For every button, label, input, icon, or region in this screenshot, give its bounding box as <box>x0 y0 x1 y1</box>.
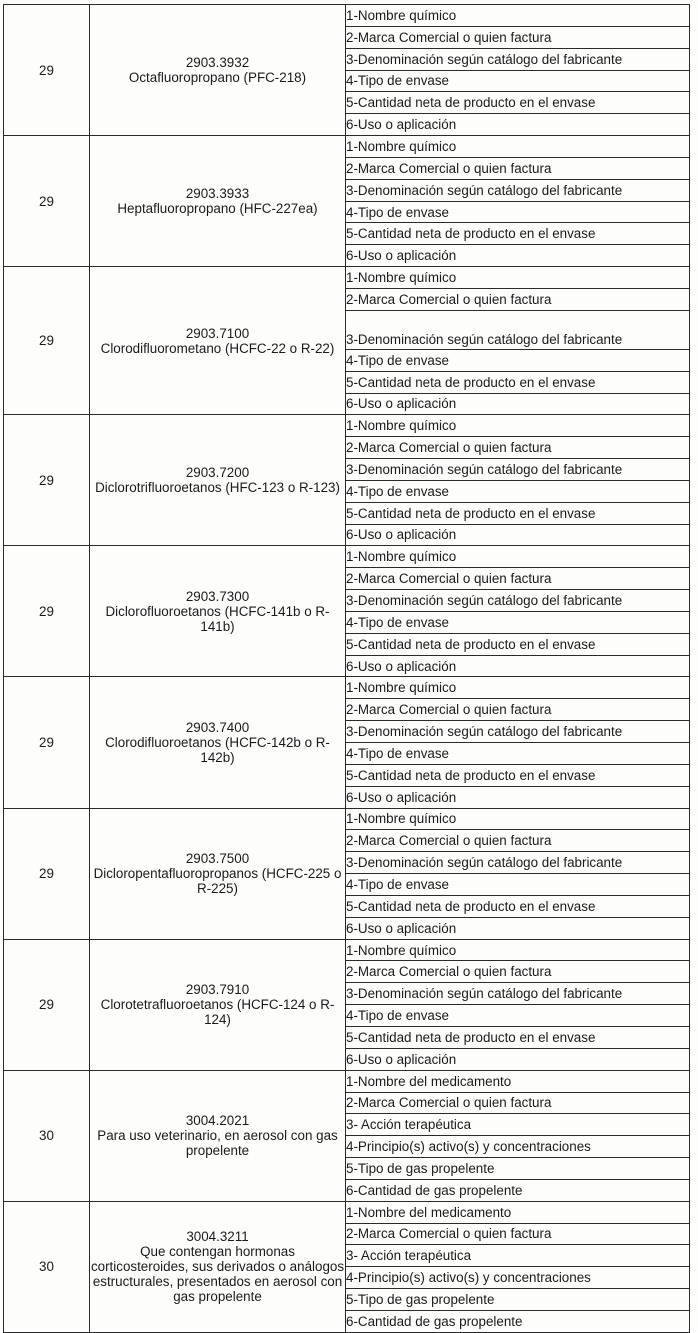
chapter-cell: 29 <box>4 136 90 267</box>
requirement-item: 1-Nombre químico <box>346 5 690 27</box>
requirement-item: 1-Nombre químico <box>346 136 690 158</box>
product-description-cell <box>90 939 346 1070</box>
requirement-item: 2-Marca Comercial o quien factura <box>346 1223 690 1245</box>
requirement-item: 5-Cantidad neta de producto en el envase <box>346 895 690 917</box>
requirement-item: 2-Marca Comercial o quien factura <box>346 699 690 721</box>
requirement-item: 6-Uso o aplicación <box>346 393 690 415</box>
product-description-cell <box>90 415 346 546</box>
tariff-code: 2903.7910 <box>185 982 250 998</box>
requirement-item: 2-Marca Comercial o quien factura <box>346 26 690 48</box>
requirement-item: 3-Denominación según catálogo del fabricante <box>346 721 690 743</box>
requirement-item: 5-Cantidad neta de producto en el envase <box>346 502 690 524</box>
requirement-item: 1-Nombre químico <box>346 939 690 961</box>
table-row <box>4 136 690 158</box>
requirement-item: 3-Denominación según catálogo del fabricante <box>346 852 690 874</box>
requirement-item: 4-Tipo de envase <box>346 743 690 765</box>
product-description-cell <box>90 136 346 267</box>
requirement-item: 4-Tipo de envase <box>346 611 690 633</box>
requirement-item: 3-Denominación según catálogo del fabricante <box>346 48 690 70</box>
product-description: Diclorotrifluoroetanos (HFC-123 o R-123) <box>95 480 340 496</box>
product-description-cell <box>90 546 346 677</box>
requirement-item: 6-Uso o aplicación <box>346 917 690 939</box>
requirement-item: 5-Cantidad neta de producto en el envase <box>346 633 690 655</box>
tariff-code: 2903.7500 <box>185 851 250 867</box>
requirement-item: 3-Denominación según catálogo del fabricante <box>346 179 690 201</box>
requirement-item: 5-Cantidad neta de producto en el envase <box>346 1026 690 1048</box>
requirement-item: 2-Marca Comercial o quien factura <box>346 157 690 179</box>
requirement-item: 4-Tipo de envase <box>346 480 690 502</box>
tariff-code: 3004.3211 <box>186 1229 249 1245</box>
tariff-code: 2903.7400 <box>185 720 250 735</box>
requirement-item: 1-Nombre del medicamento <box>346 1070 690 1092</box>
tariff-code: 2903.7200 <box>185 465 250 481</box>
requirement-item: 4-Tipo de envase <box>346 201 690 223</box>
table-row <box>4 939 690 961</box>
requirement-item: 6-Uso o aplicación <box>346 786 690 808</box>
requirement-item: 2-Marca Comercial o quien factura <box>346 961 690 983</box>
product-description-cell <box>90 267 346 415</box>
product-description: Diclorofluoroetanos (HCFC-141b o R-141b) <box>105 603 330 634</box>
product-description: Clorodifluorometano (HCFC-22 o R-22) <box>100 340 335 356</box>
requirement-item: 3-Denominación según catálogo del fabricante <box>346 459 690 481</box>
requirement-item: 6-Uso o aplicación <box>346 655 690 677</box>
product-description: Clorotetrafluoroetanos (HCFC-124 o R-124) <box>100 997 335 1028</box>
chapter-cell: 29 <box>4 5 90 136</box>
requirement-item: 6-Cantidad de gas propelente <box>346 1310 690 1332</box>
table-row <box>4 5 690 27</box>
product-description-cell <box>90 5 346 136</box>
requirement-item: 1-Nombre químico <box>346 546 690 568</box>
requirement-item: 2-Marca Comercial o quien factura <box>346 1092 690 1114</box>
product-description-cell <box>90 677 346 808</box>
chapter-cell: 29 <box>4 939 90 1070</box>
requirement-item: 6-Uso o aplicación <box>346 1048 690 1070</box>
requirement-item: 4-Tipo de envase <box>346 70 690 92</box>
requirement-item: 1-Nombre químico <box>346 677 690 699</box>
product-description-cell <box>90 808 346 939</box>
requirement-item: 5-Tipo de gas propelente <box>346 1289 690 1311</box>
product-description: Para uso veterinario, en aerosol con gas propelente <box>97 1128 338 1159</box>
requirement-item: 5-Cantidad neta de producto en el envase <box>346 371 690 393</box>
requirement-item: 1-Nombre del medicamento <box>346 1201 690 1223</box>
requirement-item: 5-Cantidad neta de producto en el envase <box>346 223 690 245</box>
requirement-item: 3-Denominación según catálogo del fabricante <box>346 590 690 612</box>
product-description: Clorodifluoroetanos (HCFC-142b o R-142b) <box>105 735 330 765</box>
requirement-item: 1-Nombre químico <box>346 267 690 289</box>
tariff-code: 2903.3932 <box>185 55 250 71</box>
table-row <box>4 415 690 437</box>
requirement-item: 4-Principio(s) activo(s) y concentraciones <box>346 1267 690 1289</box>
requirement-item: 3- Acción terapéutica <box>346 1114 690 1136</box>
requirement-item: 2-Marca Comercial o quien factura <box>346 568 690 590</box>
chapter-cell: 30 <box>4 1070 90 1201</box>
chapter-cell: 29 <box>4 415 90 546</box>
requirement-item: 5-Cantidad neta de producto en el envase <box>346 764 690 786</box>
product-description-cell <box>90 1070 346 1201</box>
product-description: Heptafluoropropano (HFC-227ea) <box>117 201 318 217</box>
requirement-item: 6-Uso o aplicación <box>346 245 690 267</box>
product-description-cell <box>90 1201 346 1332</box>
table-row <box>4 1201 690 1223</box>
requirement-item: 2-Marca Comercial o quien factura <box>346 830 690 852</box>
chapter-cell: 29 <box>4 267 90 415</box>
requirements-table <box>3 4 690 1333</box>
tariff-code: 3004.2021 <box>185 1113 250 1129</box>
table-row <box>4 677 690 699</box>
requirement-item: 2-Marca Comercial o quien factura <box>346 288 690 310</box>
requirements-table-body <box>4 5 690 1333</box>
tariff-code: 2903.3933 <box>185 186 250 202</box>
chapter-cell: 29 <box>4 546 90 677</box>
requirement-item: 5-Tipo de gas propelente <box>346 1158 690 1180</box>
requirement-item: 4-Principio(s) activo(s) y concentraciones <box>346 1136 690 1158</box>
requirement-item: 5-Cantidad neta de producto en el envase <box>346 92 690 114</box>
requirement-item: 6-Uso o aplicación <box>346 524 690 546</box>
chapter-cell: 29 <box>4 808 90 939</box>
chapter-cell: 30 <box>4 1201 90 1332</box>
requirement-item: 6-Uso o aplicación <box>346 114 690 136</box>
requirement-item: 4-Tipo de envase <box>346 874 690 896</box>
requirement-item: 3- Acción terapéutica <box>346 1245 690 1267</box>
requirement-item: 3-Denominación según catálogo del fabricante <box>346 983 690 1005</box>
table-row <box>4 267 690 289</box>
product-description: Que contengan hormonas corticosteroides, sus derivados o análogos estructurales, presentados en aerosol con gas propelente <box>90 1244 345 1305</box>
requirement-item: 1-Nombre químico <box>346 415 690 437</box>
requirement-item: 4-Tipo de envase <box>346 349 690 371</box>
product-description: Dicloropentafluoropropanos (HCFC-225 o R-225) <box>93 866 342 897</box>
requirement-item: 4-Tipo de envase <box>346 1005 690 1027</box>
table-row <box>4 546 690 568</box>
requirement-item: 1-Nombre químico <box>346 808 690 830</box>
tariff-code: 2903.7300 <box>185 588 250 604</box>
table-row <box>4 1070 690 1092</box>
requirement-item: 3-Denominación según catálogo del fabricante <box>346 310 690 349</box>
table-row <box>4 808 690 830</box>
product-description: Octafluoropropano (PFC-218) <box>128 70 307 86</box>
requirement-item: 6-Cantidad de gas propelente <box>346 1179 690 1201</box>
requirement-item: 2-Marca Comercial o quien factura <box>346 437 690 459</box>
chapter-cell: 29 <box>4 677 90 808</box>
tariff-code: 2903.7100 <box>185 325 250 341</box>
